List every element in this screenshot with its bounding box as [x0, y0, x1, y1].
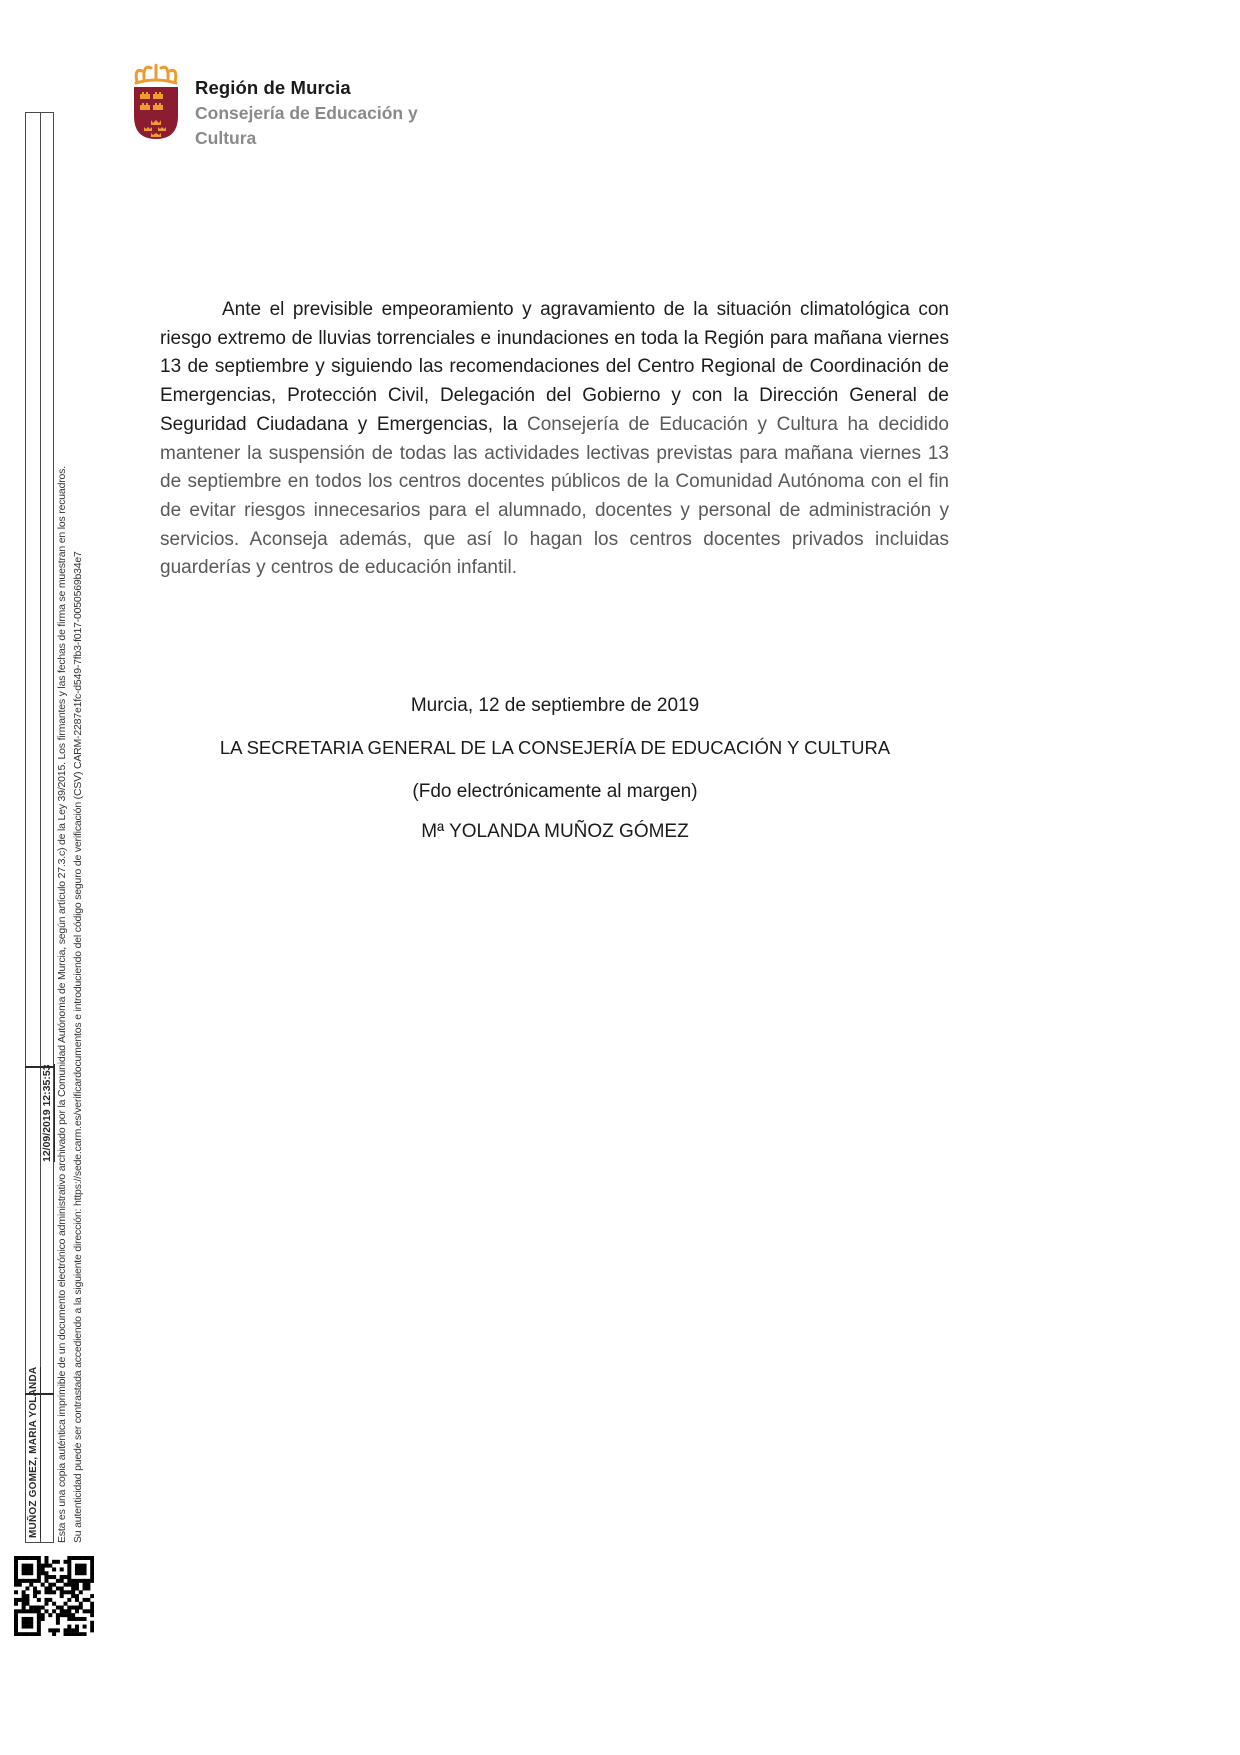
legal-notice-line1: Esta es una copia auténtica imprimible de un documento electrónico administrativo archivado por la Comunidad Autónoma de Murcia, según artículo 27.3.c) de la Ley 39/2015. Los firmantes y las fechas de firma se muestran en los recuadros.: [56, 466, 68, 1543]
signing-timestamp: 12/09/2019 12:35:53: [41, 1064, 53, 1162]
qr-code: [14, 1556, 94, 1636]
signature-place-date: Murcia, 12 de septiembre de 2019: [410, 695, 700, 716]
body-paragraph-black-segment: Ante el previsible empeoramiento y agravamiento de la situación climatológica con riesgo extremo de lluvias torrenciales e inundaciones en toda la Región para mañana viernes 13 de septiembre y siguiendo las recomendaciones del Centro Regional de Coordinación de Emergencias, Protección Civil, Delegación del Gobierno y con la Dirección General de Seguridad Ciudadana y Emergencias, la: [160, 299, 949, 435]
signature-title: LA SECRETARIA GENERAL DE LA CONSEJERÍA DE EDUCACIÓN Y CULTURA: [219, 737, 891, 758]
signer-name: MUÑOZ GOMEZ, MARIA YOLANDA: [28, 1366, 39, 1538]
department-line2: Cultura: [195, 128, 257, 148]
body-paragraph: [160, 296, 949, 583]
region-title: Región de Murcia: [195, 77, 351, 98]
murcia-coat-of-arms-icon: [127, 60, 185, 151]
signature-name: Mª YOLANDA MUÑOZ GÓMEZ: [421, 821, 689, 842]
header-logo-block: [127, 60, 547, 155]
signature-note: (Fdo electrónicamente al margen): [412, 781, 698, 802]
body-paragraph-gray-segment: Consejería de Educación y Cultura ha decidido mantener la suspensión de todas las actividades lectivas previstas para mañana viernes 13 de septiembre en todos los centros docentes públicos de la Comunidad Autónoma con el fin de evitar riesgos innecesarios para el alumnado, docentes y personal de administración y servicios. Aconseja además, que así lo hagan los centros docentes privados incluidas guarderías y centros de educación infantil.: [160, 413, 950, 579]
stamp-box-divider: [40, 112, 41, 1543]
department-line1: Consejería de Educación y: [195, 103, 418, 123]
legal-notice-line2: Su autenticidad puede ser contrastada accediendo a la siguiente dirección: https://sede.carm.es/verificardocumentos e introduciendo del código seguro de verificación (CSV) CARM-2287e1fc-d549-7fb3-f017-0050569b34e7: [72, 551, 84, 1543]
